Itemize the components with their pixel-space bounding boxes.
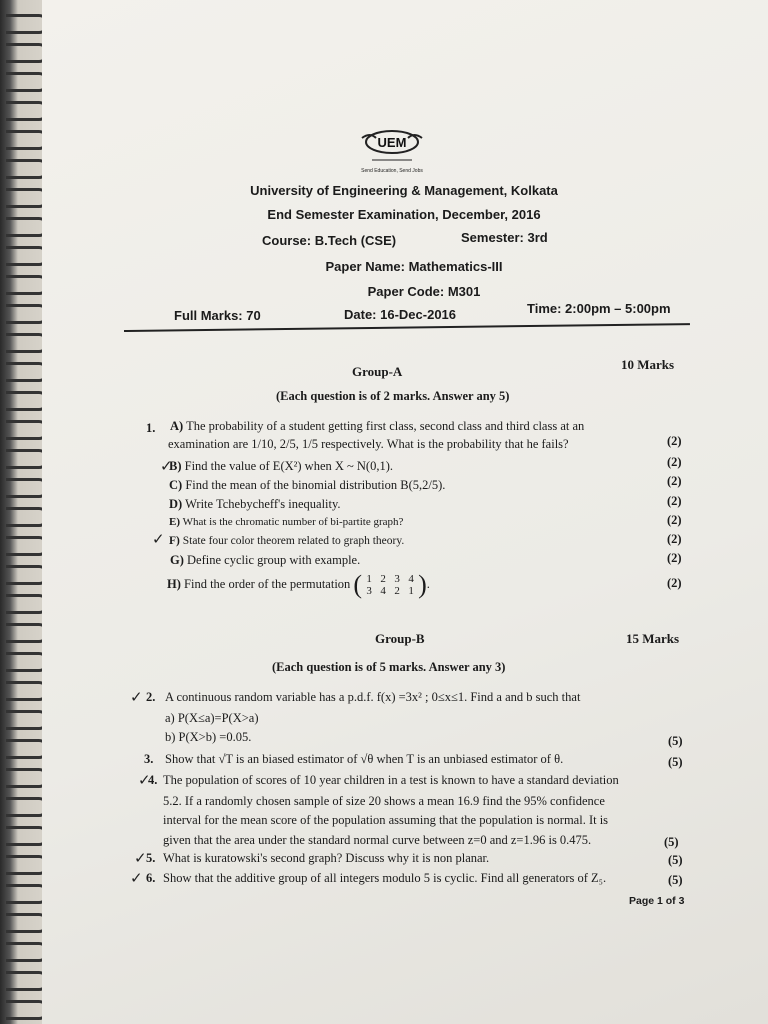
q1b-label: B) bbox=[169, 459, 182, 473]
question-1f bbox=[169, 535, 404, 547]
question-1-number: 1. bbox=[146, 421, 156, 435]
perm-cell: 2 bbox=[394, 585, 400, 597]
question-1h: H) Find the order of the permutation ( 1 2 3 4 3 4 2 1 ). bbox=[167, 570, 430, 599]
q5-marks: (5) bbox=[668, 853, 683, 867]
perm-cell: 4 bbox=[380, 585, 386, 597]
logo-tagline: Send Education, Send Jobs bbox=[361, 168, 423, 174]
q1f-marks: (2) bbox=[667, 532, 682, 546]
question-2b: b) P(X>b) =0.05. bbox=[165, 730, 252, 744]
q1d-marks: (2) bbox=[667, 494, 682, 508]
q1b-marks: (2) bbox=[667, 455, 682, 469]
exam-title: End Semester Examination, December, 2016 bbox=[267, 207, 541, 222]
checkmark-icon: ✓ bbox=[138, 771, 151, 789]
question-5: What is kuratowski's second graph? Discuss why it is non planar. bbox=[163, 851, 490, 865]
question-1e bbox=[169, 516, 403, 528]
page-number: Page 1 of 3 bbox=[629, 895, 685, 907]
q4-marks: (5) bbox=[664, 835, 679, 849]
question-4-line2: 5.2. If a randomly chosen sample of size 20 shows a mean 16.9 find the 95% confidence bbox=[163, 794, 605, 808]
question-4-number: 4. bbox=[148, 773, 158, 787]
checkmark-icon: ✓ bbox=[160, 457, 173, 475]
question-2a: a) P(X≤a)=P(X>a) bbox=[165, 711, 259, 725]
perm-cell: 2 bbox=[380, 573, 386, 585]
perm-cell: 4 bbox=[408, 573, 414, 585]
question-3-number: 3. bbox=[144, 752, 154, 766]
q1e-marks: (2) bbox=[667, 513, 682, 527]
checkmark-icon: ✓ bbox=[130, 869, 143, 887]
group-a-title: Group-A bbox=[352, 364, 403, 379]
question-3: Show that √T is an biased estimator of √θ when T is an unbiased estimator of θ. bbox=[165, 752, 564, 766]
q1h-label: H) bbox=[167, 576, 181, 591]
q1d-text: Write Tchebycheff's inequality. bbox=[185, 497, 341, 511]
perm-cell: 3 bbox=[394, 573, 400, 585]
q1g-marks: (2) bbox=[667, 551, 682, 565]
question-1c bbox=[169, 478, 445, 493]
question-1a bbox=[170, 419, 584, 434]
open-paren: ( bbox=[353, 570, 363, 599]
q1e-text: What is the chromatic number of bi-partite graph? bbox=[182, 516, 404, 528]
uem-logo bbox=[356, 128, 428, 178]
q1f-text: State four color theorem related to graph theory. bbox=[182, 535, 405, 547]
university-name: University of Engineering & Management, Kolkata bbox=[250, 183, 558, 198]
q1a-label: A) bbox=[170, 419, 184, 433]
question-1b bbox=[169, 459, 393, 474]
group-a-marks: 10 Marks bbox=[621, 357, 675, 372]
close-paren: ) bbox=[418, 570, 427, 599]
q1f-label: F) bbox=[169, 535, 180, 547]
question-4-line4: given that the area under the standard normal curve between z=0 and z=1.96 is 0.475. bbox=[163, 833, 592, 847]
group-b-instruction: (Each question is of 5 marks. Answer any 3) bbox=[272, 660, 506, 674]
exam-time: Time: 2:00pm – 5:00pm bbox=[527, 301, 671, 316]
exam-date: Date: 16-Dec-2016 bbox=[344, 307, 457, 322]
paper-name: Paper Name: Mathematics-III bbox=[325, 259, 503, 274]
group-a-instruction: (Each question is of 2 marks. Answer any 5) bbox=[276, 389, 510, 403]
perm-cell: 3 bbox=[366, 585, 372, 597]
question-2-number: 2. bbox=[146, 690, 156, 704]
question-5-number: 5. bbox=[146, 851, 156, 865]
question-4-line3: interval for the mean score of the population assuming that the population is normal. It is bbox=[163, 813, 609, 827]
course: Course: B.Tech (CSE) bbox=[262, 233, 397, 248]
permutation-matrix bbox=[362, 573, 418, 597]
q6-marks: (5) bbox=[668, 873, 683, 887]
q1e-label: E) bbox=[169, 516, 180, 528]
full-marks: Full Marks: 70 bbox=[174, 308, 261, 323]
q1g-text: Define cyclic group with example. bbox=[187, 553, 361, 567]
logo-text: UEM bbox=[377, 135, 407, 150]
question-6: Show that the additive group of all integers modulo 5 is cyclic. Find all generators of Z₅. bbox=[163, 871, 607, 885]
question-6-number: 6. bbox=[146, 871, 156, 885]
group-b-title: Group-B bbox=[375, 631, 425, 646]
q3-marks: (5) bbox=[668, 755, 683, 769]
perm-cell: 1 bbox=[408, 585, 414, 597]
question-1g bbox=[170, 553, 360, 568]
q1c-marks: (2) bbox=[667, 474, 682, 488]
question-2: A continuous random variable has a p.d.f. f(x) =3x² ; 0≤x≤1. Find a and b such that bbox=[165, 690, 581, 704]
q1h-text: Find the order of the permutation bbox=[184, 576, 351, 591]
checkmark-icon: ✓ bbox=[130, 688, 143, 706]
question-4-line1: The population of scores of 10 year children in a test is known to have a standard deviation bbox=[163, 773, 619, 787]
q1b-text: Find the value of E(X²) when X ~ N(0,1). bbox=[184, 459, 394, 473]
semester: Semester: 3rd bbox=[461, 230, 548, 245]
q2-marks: (5) bbox=[668, 734, 683, 748]
q1d-label: D) bbox=[169, 497, 183, 511]
q1h-marks: (2) bbox=[667, 576, 682, 590]
checkmark-icon: ✓ bbox=[152, 530, 165, 548]
checkmark-icon: ✓ bbox=[134, 849, 147, 867]
paper-code: Paper Code: M301 bbox=[367, 284, 481, 299]
perm-cell: 1 bbox=[366, 573, 372, 585]
q1g-label: G) bbox=[170, 553, 184, 567]
question-1d bbox=[169, 497, 341, 512]
q1c-text: Find the mean of the binomial distribution B(5,2/5). bbox=[185, 478, 446, 492]
q1a-text: The probability of a student getting first class, second class and third class at an bbox=[186, 419, 585, 433]
group-b-marks: 15 Marks bbox=[626, 631, 680, 646]
question-1a-cont: examination are 1/10, 2/5, 1/5 respectively. What is the probability that he fails? bbox=[168, 437, 569, 451]
q1a-marks: (2) bbox=[667, 434, 682, 448]
q1c-label: C) bbox=[169, 478, 183, 492]
